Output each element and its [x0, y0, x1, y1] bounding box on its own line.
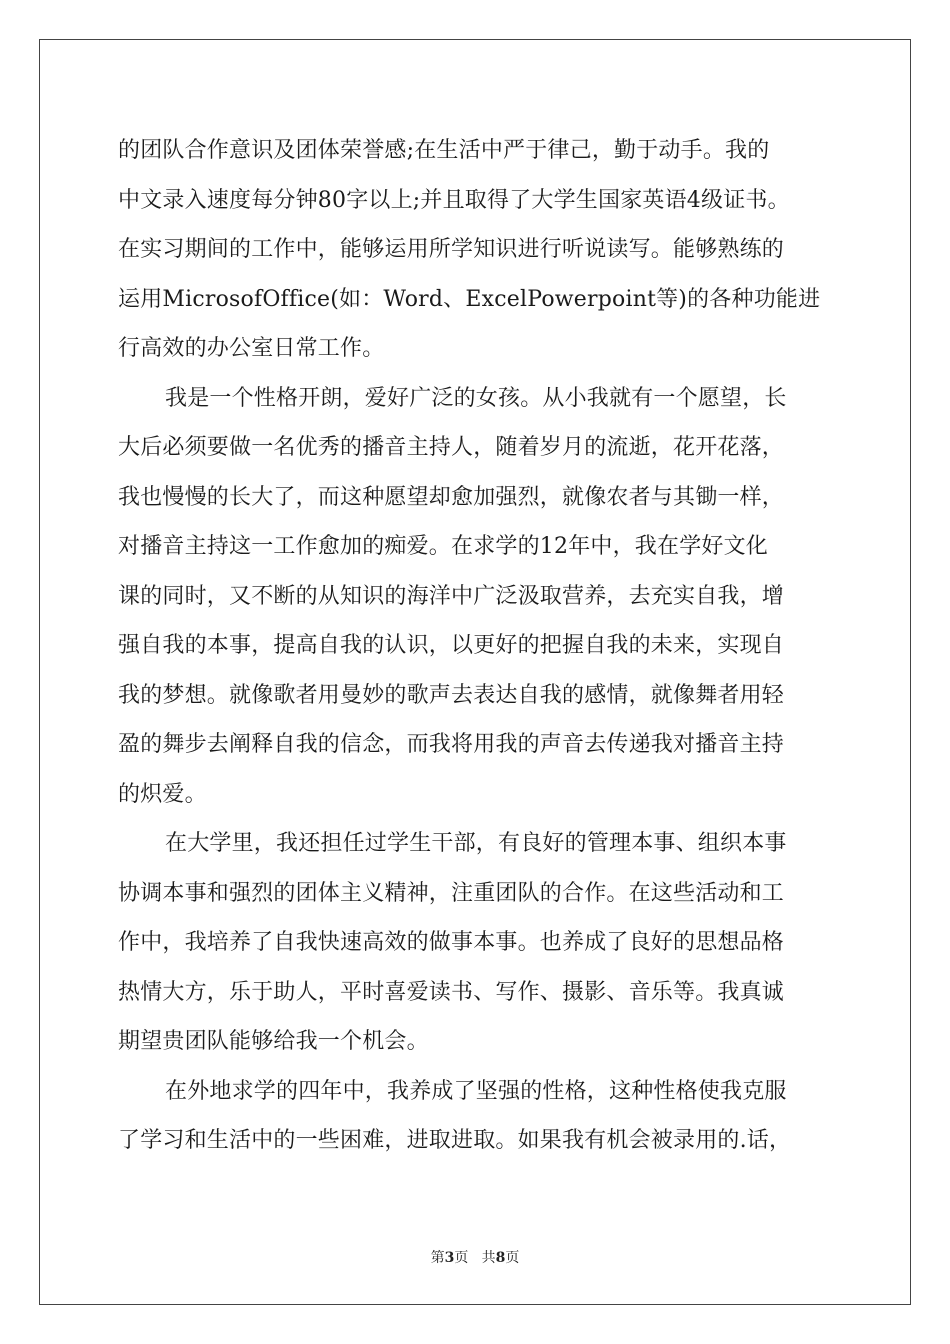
- text-line: 我是一个性格开朗，爱好广泛的女孩。从小我就有一个愿望，长: [165, 385, 787, 411]
- page-prefix: 第: [430, 1250, 445, 1266]
- total-pages-number: 8: [495, 1250, 506, 1266]
- text-line: 在实习期间的工作中，能够运用所学知识进行听说读写。能够熟练的: [118, 237, 785, 262]
- text-line: 我也慢慢的长大了，而这种愿望却愈加强烈，就像农者与其锄一样，: [118, 484, 785, 510]
- text-line: 课的同时，又不断的从知识的海洋中广泛汲取营养，去充实自我，增: [118, 583, 785, 609]
- text-line: 协调本事和强烈的团体主义精神，注重团队的合作。在这些活动和工: [118, 880, 785, 906]
- text-line: 我的梦想。就像歌者用曼妙的歌声去表达自我的感情，就像舞者用轻: [118, 682, 785, 708]
- text-line: 在大学里，我还担任过学生干部，有良好的管理本事、组织本事: [165, 831, 787, 856]
- text-line: 在外地求学的四年中，我养成了坚强的性格，这种性格使我克服: [165, 1078, 787, 1104]
- text-line: 运用MicrosofOffice(如：Word、ExcelPowerpoint等)的各种功能进: [118, 286, 821, 312]
- text-line: 期望贵团队能够给我一个机会。: [118, 1029, 429, 1054]
- page-suffix: 页: [454, 1250, 469, 1266]
- total-prefix: 共: [481, 1250, 496, 1266]
- text-line: 对播音主持这一工作愈加的痴爱。在求学的12年中，我在学好文化: [118, 534, 768, 559]
- text-line: 中文录入速度每分钟80字以上;并且取得了大学生国家英语4级证书。: [118, 187, 790, 213]
- text-line: 的炽爱。: [118, 781, 207, 807]
- page-footer: [0, 1247, 950, 1267]
- total-suffix: 页: [505, 1250, 520, 1266]
- text-line: 盈的舞步去阐释自我的信念，而我将用我的声音去传递我对播音主持: [118, 732, 785, 757]
- text-line: 强自我的本事，提高自我的认识，以更好的把握自我的未来，实现自: [118, 633, 785, 658]
- text-line: 了学习和生活中的一些困难，进取进取。如果我有机会被录用的.话，: [118, 1128, 792, 1153]
- text-line: 大后必须要做一名优秀的播音主持人，随着岁月的流逝，花开花落，: [118, 435, 785, 460]
- text-line: 热情大方，乐于助人，平时喜爱读书、写作、摄影、音乐等。我真诚: [118, 979, 785, 1005]
- text-line: 作中，我培养了自我快速高效的做事本事。也养成了良好的思想品格: [118, 930, 785, 955]
- text-line: 的团队合作意识及团体荣誉感;在生活中严于律己，勤于动手。我的: [118, 138, 770, 163]
- current-page-number: 3: [444, 1250, 455, 1266]
- document-body: [118, 126, 834, 1166]
- text-line: 行高效的办公室日常工作。: [118, 336, 385, 361]
